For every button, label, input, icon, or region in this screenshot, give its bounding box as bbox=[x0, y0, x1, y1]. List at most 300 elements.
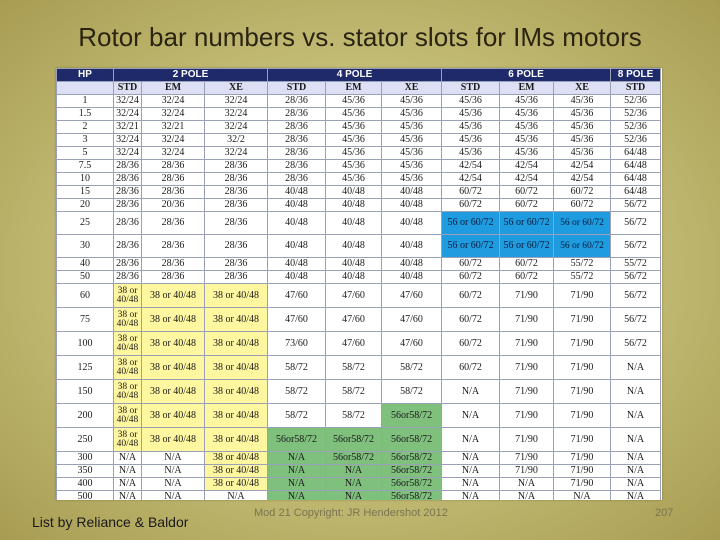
slot-cell: 28/36 bbox=[205, 186, 268, 199]
slot-cell: 56 or 60/72 bbox=[554, 212, 611, 235]
slot-cell: 71/90 bbox=[554, 404, 611, 428]
slot-cell: 64/48 bbox=[611, 186, 661, 199]
slot-cell: 28/36 bbox=[205, 199, 268, 212]
pole-header-4: 4 POLE bbox=[268, 69, 442, 82]
slot-cell: 28/36 bbox=[114, 160, 142, 173]
slot-cell: 45/36 bbox=[382, 121, 442, 134]
slot-cell: N/A bbox=[114, 491, 142, 501]
slot-cell: N/A bbox=[442, 404, 500, 428]
slot-cell: 38 or 40/48 bbox=[205, 308, 268, 332]
slot-cell: 42/54 bbox=[500, 160, 554, 173]
slot-cell: N/A bbox=[142, 452, 205, 465]
slot-cell: 45/36 bbox=[382, 95, 442, 108]
slot-cell: 60/72 bbox=[442, 356, 500, 380]
slot-cell: N/A bbox=[611, 478, 661, 491]
slot-cell: 28/36 bbox=[142, 173, 205, 186]
slot-cell: N/A bbox=[268, 452, 326, 465]
hp-cell: 5 bbox=[57, 147, 114, 160]
slot-cell: 38 or 40/48 bbox=[205, 356, 268, 380]
slot-cell: 28/36 bbox=[268, 173, 326, 186]
slot-cell: 40/48 bbox=[326, 199, 382, 212]
slot-cell: 40/48 bbox=[326, 212, 382, 235]
slot-cell: 56or58/72 bbox=[382, 465, 442, 478]
slot-cell: 28/36 bbox=[205, 235, 268, 258]
slot-cell: N/A bbox=[114, 452, 142, 465]
col-header: STD bbox=[114, 82, 142, 95]
slot-cell: 42/54 bbox=[442, 160, 500, 173]
slot-cell: 45/36 bbox=[554, 121, 611, 134]
slot-cell: 56or58/72 bbox=[382, 428, 442, 452]
slot-cell: N/A bbox=[442, 465, 500, 478]
hp-cell: 50 bbox=[57, 271, 114, 284]
slot-cell: 56/72 bbox=[611, 271, 661, 284]
slot-cell: 47/60 bbox=[382, 332, 442, 356]
slot-cell: 32/24 bbox=[142, 147, 205, 160]
slot-cell: 40/48 bbox=[382, 199, 442, 212]
slot-cell: 28/36 bbox=[268, 160, 326, 173]
hp-cell: 20 bbox=[57, 199, 114, 212]
slot-cell: 28/36 bbox=[205, 173, 268, 186]
slot-cell: N/A bbox=[500, 478, 554, 491]
slot-cell: 58/72 bbox=[268, 356, 326, 380]
slot-cell: 28/36 bbox=[268, 95, 326, 108]
slot-cell: 32/24 bbox=[142, 108, 205, 121]
slot-cell: 32/24 bbox=[205, 121, 268, 134]
slot-cell: 28/36 bbox=[268, 108, 326, 121]
slot-cell: 47/60 bbox=[382, 308, 442, 332]
hp-cell: 100 bbox=[57, 332, 114, 356]
hp-cell: 60 bbox=[57, 284, 114, 308]
slot-cell: 56 or 60/72 bbox=[500, 235, 554, 258]
slot-cell: 56/72 bbox=[611, 308, 661, 332]
slot-cell: 64/48 bbox=[611, 173, 661, 186]
slot-cell: 40/48 bbox=[326, 258, 382, 271]
slot-cell: 38 or 40/48 bbox=[205, 404, 268, 428]
slot-cell: 38 or 40/48 bbox=[205, 284, 268, 308]
slot-cell: 45/36 bbox=[442, 147, 500, 160]
slot-cell: 71/90 bbox=[500, 332, 554, 356]
slot-cell: 32/24 bbox=[114, 108, 142, 121]
table-row bbox=[57, 212, 661, 235]
slot-cell: 71/90 bbox=[554, 465, 611, 478]
table-row bbox=[57, 404, 661, 428]
slot-cell: N/A bbox=[442, 380, 500, 404]
hp-cell: 1.5 bbox=[57, 108, 114, 121]
col-header: EM bbox=[500, 82, 554, 95]
slot-cell: 38 or 40/48 bbox=[142, 332, 205, 356]
slot-cell: 60/72 bbox=[500, 199, 554, 212]
slot-cell: 45/36 bbox=[554, 147, 611, 160]
slot-cell: 28/36 bbox=[114, 235, 142, 258]
slot-cell: 38 or 40/48 bbox=[114, 356, 142, 380]
slot-cell: 38 or 40/48 bbox=[142, 380, 205, 404]
slot-cell: 56 or 60/72 bbox=[500, 212, 554, 235]
slot-cell: N/A bbox=[611, 491, 661, 501]
slot-cell: 38 or 40/48 bbox=[205, 428, 268, 452]
slot-cell: 28/36 bbox=[268, 121, 326, 134]
slot-cell: 38 or 40/48 bbox=[205, 478, 268, 491]
slot-cell: 45/36 bbox=[442, 95, 500, 108]
table-row bbox=[57, 134, 661, 147]
slot-cell: 47/60 bbox=[268, 284, 326, 308]
slot-cell: N/A bbox=[268, 491, 326, 501]
hp-cell: 75 bbox=[57, 308, 114, 332]
slot-cell: 52/36 bbox=[611, 95, 661, 108]
slot-cell: 71/90 bbox=[554, 356, 611, 380]
slot-cell: 47/60 bbox=[382, 284, 442, 308]
table-row bbox=[57, 173, 661, 186]
slot-cell: 45/36 bbox=[554, 134, 611, 147]
slot-cell: 28/36 bbox=[114, 271, 142, 284]
slot-cell: 32/21 bbox=[114, 121, 142, 134]
slot-cell: 38 or 40/48 bbox=[142, 404, 205, 428]
slot-cell: 42/54 bbox=[554, 173, 611, 186]
table-row bbox=[57, 478, 661, 491]
slot-cell: 60/72 bbox=[500, 258, 554, 271]
slot-cell: 32/21 bbox=[142, 121, 205, 134]
slot-cell: 32/24 bbox=[205, 108, 268, 121]
table-row bbox=[57, 108, 661, 121]
copyright-note: Mod 21 Copyright: JR Hendershot 2012 bbox=[254, 507, 448, 519]
slot-cell: 71/90 bbox=[500, 465, 554, 478]
slot-cell: 71/90 bbox=[500, 428, 554, 452]
slot-cell: 47/60 bbox=[326, 284, 382, 308]
slot-cell: 56/72 bbox=[611, 212, 661, 235]
slot-cell: 20/36 bbox=[142, 199, 205, 212]
slot-cell: 32/2 bbox=[205, 134, 268, 147]
slot-cell: 45/36 bbox=[326, 134, 382, 147]
slot-cell: 71/90 bbox=[554, 308, 611, 332]
slot-cell: 38 or 40/48 bbox=[114, 332, 142, 356]
source-note: List by Reliance & Baldor bbox=[32, 514, 189, 530]
slot-cell: 71/90 bbox=[554, 284, 611, 308]
slot-cell: 32/24 bbox=[142, 134, 205, 147]
slot-cell: 40/48 bbox=[268, 212, 326, 235]
hp-cell: 150 bbox=[57, 380, 114, 404]
slot-cell: 40/48 bbox=[382, 186, 442, 199]
slot-cell: 45/36 bbox=[326, 95, 382, 108]
slot-cell: 28/36 bbox=[205, 212, 268, 235]
slot-cell: 71/90 bbox=[554, 478, 611, 491]
slot-cell: N/A bbox=[326, 478, 382, 491]
table-row bbox=[57, 160, 661, 173]
hp-cell: 250 bbox=[57, 428, 114, 452]
hp-cell: 3 bbox=[57, 134, 114, 147]
slot-cell: 38 or 40/48 bbox=[205, 452, 268, 465]
slot-cell: 73/60 bbox=[268, 332, 326, 356]
slot-cell: 40/48 bbox=[382, 258, 442, 271]
slot-cell: 55/72 bbox=[554, 271, 611, 284]
slot-cell: 71/90 bbox=[554, 428, 611, 452]
slot-cell: 64/48 bbox=[611, 147, 661, 160]
table-row bbox=[57, 465, 661, 478]
rotor-stator-table bbox=[56, 68, 661, 500]
slot-cell: 38 or 40/48 bbox=[114, 428, 142, 452]
slot-cell: 28/36 bbox=[142, 271, 205, 284]
col-header: STD bbox=[268, 82, 326, 95]
slot-cell: 38 or 40/48 bbox=[114, 308, 142, 332]
slot-cell: 58/72 bbox=[326, 356, 382, 380]
slot-cell: 28/36 bbox=[268, 134, 326, 147]
slot-cell: 45/36 bbox=[554, 108, 611, 121]
slot-cell: 38 or 40/48 bbox=[205, 380, 268, 404]
table-row bbox=[57, 271, 661, 284]
slot-cell: 52/36 bbox=[611, 121, 661, 134]
slot-cell: 38 or 40/48 bbox=[114, 404, 142, 428]
slot-cell: 58/72 bbox=[268, 404, 326, 428]
slot-cell: 40/48 bbox=[268, 271, 326, 284]
slot-cell: 45/36 bbox=[500, 147, 554, 160]
slot-cell: 45/36 bbox=[500, 121, 554, 134]
slot-cell: 60/72 bbox=[442, 271, 500, 284]
slot-cell: 40/48 bbox=[326, 235, 382, 258]
slot-cell: N/A bbox=[114, 478, 142, 491]
pole-header-2: 2 POLE bbox=[114, 69, 268, 82]
slot-cell: N/A bbox=[611, 356, 661, 380]
slot-cell: 42/54 bbox=[442, 173, 500, 186]
slot-cell: 28/36 bbox=[205, 160, 268, 173]
hp-cell: 15 bbox=[57, 186, 114, 199]
table-row bbox=[57, 147, 661, 160]
slot-cell: 56or58/72 bbox=[382, 404, 442, 428]
slot-cell: 71/90 bbox=[500, 308, 554, 332]
slot-cell: 45/36 bbox=[500, 95, 554, 108]
slot-cell: 28/36 bbox=[114, 199, 142, 212]
slot-cell: 38 or 40/48 bbox=[142, 428, 205, 452]
slot-cell: 52/36 bbox=[611, 108, 661, 121]
slot-cell: 28/36 bbox=[114, 212, 142, 235]
table-row bbox=[57, 121, 661, 134]
table-row bbox=[57, 258, 661, 271]
slot-cell: N/A bbox=[205, 491, 268, 501]
slot-cell: 56 or 60/72 bbox=[442, 212, 500, 235]
slot-cell: 38 or 40/48 bbox=[142, 356, 205, 380]
slot-cell: 28/36 bbox=[114, 173, 142, 186]
slot-cell: 56/72 bbox=[611, 199, 661, 212]
slot-cell: 28/36 bbox=[142, 160, 205, 173]
slot-cell: 28/36 bbox=[114, 258, 142, 271]
slot-cell: N/A bbox=[611, 465, 661, 478]
slot-cell: 32/24 bbox=[205, 147, 268, 160]
slot-cell: 45/36 bbox=[442, 108, 500, 121]
slot-cell: 60/72 bbox=[442, 258, 500, 271]
slot-cell: 71/90 bbox=[554, 332, 611, 356]
slot-cell: 45/36 bbox=[382, 160, 442, 173]
slot-cell: 60/72 bbox=[442, 186, 500, 199]
slot-cell: 28/36 bbox=[114, 186, 142, 199]
slot-cell: 32/24 bbox=[114, 147, 142, 160]
slot-cell: 38 or 40/48 bbox=[142, 284, 205, 308]
slot-cell: N/A bbox=[114, 465, 142, 478]
slot-cell: 56or58/72 bbox=[326, 428, 382, 452]
slot-cell: 60/72 bbox=[442, 332, 500, 356]
slot-cell: 45/36 bbox=[500, 134, 554, 147]
hp-cell: 300 bbox=[57, 452, 114, 465]
slot-cell: 40/48 bbox=[382, 271, 442, 284]
slot-cell: 60/72 bbox=[554, 199, 611, 212]
slot-cell: 45/36 bbox=[500, 108, 554, 121]
slot-cell: 45/36 bbox=[554, 95, 611, 108]
slot-cell: 60/72 bbox=[442, 199, 500, 212]
slot-cell: 38 or 40/48 bbox=[114, 380, 142, 404]
slot-cell: N/A bbox=[611, 428, 661, 452]
table-row bbox=[57, 491, 661, 501]
slot-cell: 38 or 40/48 bbox=[114, 284, 142, 308]
slot-cell: 56 or 60/72 bbox=[554, 235, 611, 258]
table-row bbox=[57, 308, 661, 332]
page-number: 207 bbox=[655, 507, 674, 519]
table-row bbox=[57, 380, 661, 404]
table-row bbox=[57, 356, 661, 380]
slot-cell: 60/72 bbox=[554, 186, 611, 199]
table-row bbox=[57, 452, 661, 465]
pole-header-6: 6 POLE bbox=[442, 69, 611, 82]
col-header: XE bbox=[382, 82, 442, 95]
slot-cell: 56or58/72 bbox=[382, 452, 442, 465]
slot-cell: 71/90 bbox=[554, 452, 611, 465]
slot-cell: 45/36 bbox=[326, 160, 382, 173]
slot-cell: N/A bbox=[326, 491, 382, 501]
slot-cell: N/A bbox=[611, 452, 661, 465]
slot-cell: 47/60 bbox=[326, 308, 382, 332]
slot-cell: 40/48 bbox=[268, 235, 326, 258]
hp-cell: 125 bbox=[57, 356, 114, 380]
slot-cell: 40/48 bbox=[326, 271, 382, 284]
hp-cell: 2 bbox=[57, 121, 114, 134]
slot-cell: 32/24 bbox=[205, 95, 268, 108]
slot-cell: 28/36 bbox=[205, 271, 268, 284]
slot-cell: 40/48 bbox=[268, 258, 326, 271]
rotor-stator-table-container bbox=[56, 68, 662, 500]
slot-cell: 28/36 bbox=[142, 258, 205, 271]
hp-cell: 1 bbox=[57, 95, 114, 108]
table-row bbox=[57, 186, 661, 199]
slot-cell: 40/48 bbox=[268, 186, 326, 199]
hp-cell: 350 bbox=[57, 465, 114, 478]
table-row bbox=[57, 284, 661, 308]
slot-cell: 71/90 bbox=[500, 380, 554, 404]
slot-cell: 52/36 bbox=[611, 134, 661, 147]
col-header: STD bbox=[442, 82, 500, 95]
col-header: XE bbox=[205, 82, 268, 95]
table-row bbox=[57, 235, 661, 258]
hp-cell: 10 bbox=[57, 173, 114, 186]
col-header: XE bbox=[554, 82, 611, 95]
slot-cell: 45/36 bbox=[442, 134, 500, 147]
slot-cell: 45/36 bbox=[442, 121, 500, 134]
hp-header: HP bbox=[57, 69, 114, 82]
hp-cell: 200 bbox=[57, 404, 114, 428]
slot-cell: 60/72 bbox=[500, 186, 554, 199]
slot-cell: 71/90 bbox=[500, 404, 554, 428]
slot-cell: 45/36 bbox=[326, 173, 382, 186]
slot-cell: 58/72 bbox=[382, 380, 442, 404]
slot-cell: 60/72 bbox=[500, 271, 554, 284]
slot-cell: 58/72 bbox=[326, 380, 382, 404]
slot-cell: N/A bbox=[611, 404, 661, 428]
col-header: EM bbox=[142, 82, 205, 95]
slot-cell: 56or58/72 bbox=[382, 491, 442, 501]
slot-cell: 71/90 bbox=[500, 284, 554, 308]
hp-cell: 40 bbox=[57, 258, 114, 271]
slot-cell: 58/72 bbox=[382, 356, 442, 380]
slot-cell: 40/48 bbox=[382, 212, 442, 235]
slot-cell: 45/36 bbox=[382, 108, 442, 121]
pole-header-8: 8 POLE bbox=[611, 69, 661, 82]
slot-cell: N/A bbox=[611, 380, 661, 404]
slot-cell: 71/90 bbox=[500, 452, 554, 465]
slot-cell: N/A bbox=[142, 478, 205, 491]
slot-cell: N/A bbox=[268, 465, 326, 478]
slot-cell: 45/36 bbox=[326, 147, 382, 160]
slot-cell: 71/90 bbox=[554, 380, 611, 404]
slide-title: Rotor bar numbers vs. stator slots for IMs motors bbox=[78, 22, 642, 52]
slot-cell: N/A bbox=[442, 491, 500, 501]
hp-header-spacer bbox=[57, 82, 114, 95]
slot-cell: 56/72 bbox=[611, 284, 661, 308]
slot-cell: 56or58/72 bbox=[326, 452, 382, 465]
col-header: EM bbox=[326, 82, 382, 95]
slot-cell: 58/72 bbox=[268, 380, 326, 404]
slot-cell: 38 or 40/48 bbox=[142, 308, 205, 332]
slot-cell: 28/36 bbox=[142, 212, 205, 235]
slot-cell: 40/48 bbox=[268, 199, 326, 212]
slot-cell: N/A bbox=[442, 452, 500, 465]
table-row bbox=[57, 332, 661, 356]
subheader-row bbox=[57, 82, 661, 95]
slot-cell: 28/36 bbox=[268, 147, 326, 160]
slot-cell: 45/36 bbox=[382, 173, 442, 186]
slot-cell: 55/72 bbox=[611, 258, 661, 271]
hp-cell: 25 bbox=[57, 212, 114, 235]
slot-cell: 56 or 60/72 bbox=[442, 235, 500, 258]
slot-cell: 32/24 bbox=[114, 95, 142, 108]
table-row bbox=[57, 428, 661, 452]
hp-cell: 7.5 bbox=[57, 160, 114, 173]
hp-cell: 500 bbox=[57, 491, 114, 501]
slot-cell: N/A bbox=[142, 465, 205, 478]
slot-cell: 40/48 bbox=[326, 186, 382, 199]
slot-cell: 58/72 bbox=[326, 404, 382, 428]
slot-cell: 42/54 bbox=[500, 173, 554, 186]
slot-cell: 45/36 bbox=[326, 121, 382, 134]
col-header: STD bbox=[611, 82, 661, 95]
slot-cell: 45/36 bbox=[326, 108, 382, 121]
table-body bbox=[57, 95, 661, 501]
slot-cell: 42/54 bbox=[554, 160, 611, 173]
slot-cell: 32/24 bbox=[142, 95, 205, 108]
slot-cell: N/A bbox=[554, 491, 611, 501]
slot-cell: 38 or 40/48 bbox=[205, 465, 268, 478]
slot-cell: 60/72 bbox=[442, 308, 500, 332]
slot-cell: 38 or 40/48 bbox=[205, 332, 268, 356]
slot-cell: 47/60 bbox=[268, 308, 326, 332]
table-row bbox=[57, 95, 661, 108]
slot-cell: 56or58/72 bbox=[382, 478, 442, 491]
slot-cell: N/A bbox=[500, 491, 554, 501]
slot-cell: 56/72 bbox=[611, 235, 661, 258]
slot-cell: N/A bbox=[326, 465, 382, 478]
slot-cell: 60/72 bbox=[442, 284, 500, 308]
slot-cell: 28/36 bbox=[142, 186, 205, 199]
slot-cell: 45/36 bbox=[382, 134, 442, 147]
slot-cell: N/A bbox=[142, 491, 205, 501]
slot-cell: 40/48 bbox=[382, 235, 442, 258]
slot-cell: 71/90 bbox=[500, 356, 554, 380]
pole-header-row bbox=[57, 69, 661, 82]
slot-cell: 32/24 bbox=[114, 134, 142, 147]
table-row bbox=[57, 199, 661, 212]
